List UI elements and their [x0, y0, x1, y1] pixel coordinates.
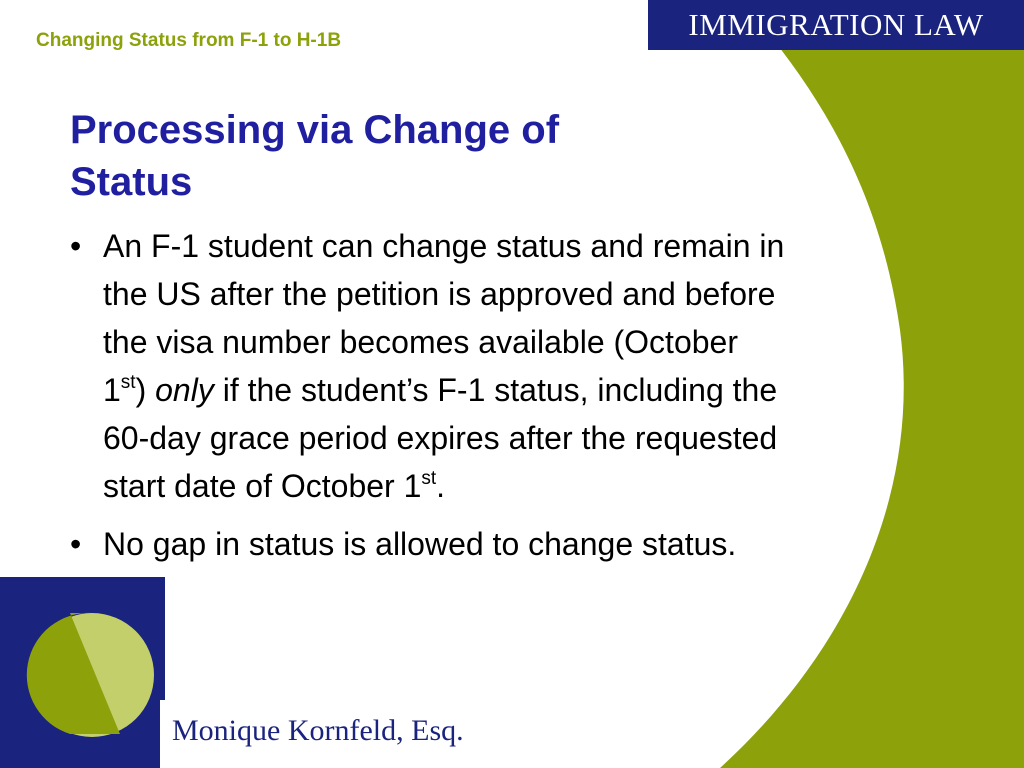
slide-title: Processing via Change of Status	[70, 108, 560, 204]
bullet-item	[70, 520, 790, 568]
emphasis-text: only	[155, 372, 214, 408]
bullet-glyph: •	[70, 526, 82, 562]
bullet-text: .	[436, 468, 446, 504]
bullet-text: if the student’s F-1 status, including the 60-day grace period expires after the requested start date of October 1	[103, 372, 778, 504]
bullet-item	[70, 222, 790, 510]
ordinal-suffix: st	[421, 468, 437, 489]
bullet-text: )	[135, 372, 156, 408]
immigration-law-banner: IMMIGRATION LAW	[648, 0, 1024, 50]
bullet-glyph: •	[70, 228, 82, 264]
bullet-list	[70, 222, 790, 578]
footer-attorney-name: Monique Kornfeld, Esq.	[172, 714, 464, 747]
ordinal-suffix: st	[120, 372, 136, 393]
deck-subtitle: Changing Status from F-1 to H-1B	[36, 30, 342, 51]
bullet-text: An F-1 student can change status and remain in the US after the petition is approved and before the visa number becomes available (October 1	[103, 228, 785, 408]
bullet-text: No gap in status is allowed to change status.	[103, 526, 737, 562]
